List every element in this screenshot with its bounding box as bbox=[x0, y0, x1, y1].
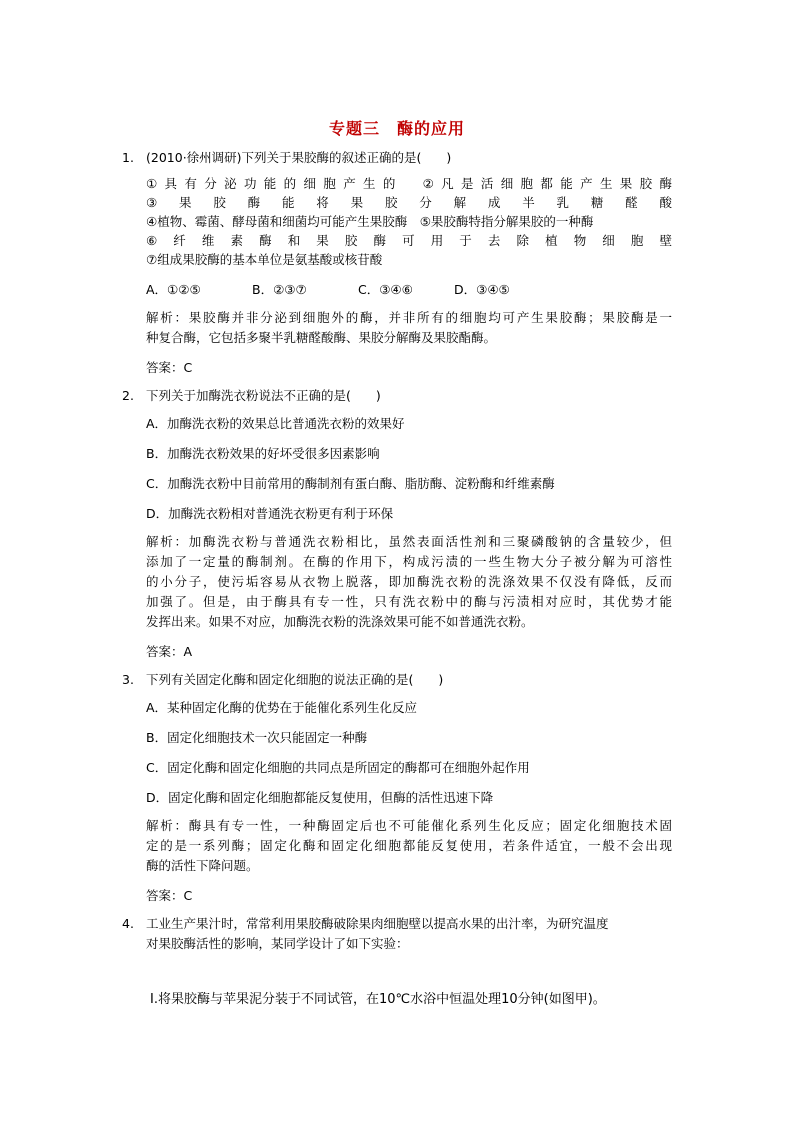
q2-answer: 答案：A bbox=[146, 644, 193, 659]
q2-analysis-line-1: 解析：加酶洗衣粉与普通洗衣粉相比，虽然表面活性剂和三聚磷酸钠的含量较少，但 bbox=[146, 534, 672, 549]
q1-item-line-5: ⑦组成果胶酶的基本单位是氨基酸或核苷酸 bbox=[146, 252, 383, 267]
q1-item-line-2: ③果胶酶能将果胶分解成半乳糖醛酸 bbox=[146, 195, 672, 210]
q1-item-line-3: ④植物、霉菌、酵母菌和细菌均可能产生果胶酶 ⑤果胶酶特指分解果胶的一种酶 bbox=[146, 214, 594, 229]
question-number: 4. bbox=[122, 916, 134, 931]
question-4-stem bbox=[122, 914, 682, 934]
q2-analysis-line-2: 添加了一定量的酶制剂。在酶的作用下，构成污渍的一些生物大分子被分解为可溶性 bbox=[146, 554, 672, 569]
question-number: 1. bbox=[122, 150, 134, 165]
question-text: (2010·徐州调研)下列关于果胶酶的叙述正确的是( ) bbox=[146, 150, 452, 165]
q3-analysis-line-2: 定的是一系列酶；固定化酶和固定化细胞都能反复使用，若条件适宜，一般不会出现 bbox=[146, 838, 672, 853]
question-number: 2. bbox=[122, 388, 134, 403]
q3-analysis-line-3: 酶的活性下降问题。 bbox=[146, 858, 259, 873]
q3-analysis-line-1: 解析：酶具有专一性，一种酶固定后也不可能催化系列生化反应；固定化细胞技术固 bbox=[146, 818, 672, 833]
q3-option-b: B．固定化细胞技术一次只能固定一种酶 bbox=[146, 730, 368, 745]
q1-answer: 答案：C bbox=[146, 360, 193, 375]
q3-option-a: A．某种固定化酶的优势在于能催化系列生化反应 bbox=[146, 700, 418, 715]
question-3-stem bbox=[122, 670, 682, 690]
page-title: 专题三 酶的应用 bbox=[328, 119, 465, 138]
q1-analysis-line-1: 解析：果胶酶并非分泌到细胞外的酶，并非所有的细胞均可产生果胶酶；果胶酶是一 bbox=[146, 310, 672, 325]
question-4-stem-line-2: 对果胶酶活性的影响，某同学设计了如下实验： bbox=[146, 936, 409, 951]
q1-item-line-1: ①具有分泌功能的细胞产生的 ②凡是活细胞都能产生果胶酶 bbox=[146, 176, 672, 191]
q2-option-a: A．加酶洗衣粉的效果总比普通洗衣粉的效果好 bbox=[146, 416, 405, 431]
q2-option-b: B．加酶洗衣粉效果的好坏受很多因素影响 bbox=[146, 446, 380, 461]
q2-analysis-line-3: 的小分子，使污垢容易从衣物上脱落，即加酶洗衣粉的洗涤效果不仅没有降低，反而 bbox=[146, 574, 672, 589]
q2-analysis-line-4: 加强了。但是，由于酶具有专一性，只有洗衣粉中的酶与污渍相对应时，其优势才能 bbox=[146, 594, 672, 609]
q2-analysis-line-5: 发挥出来。如果不对应，加酶洗衣粉的洗涤效果可能不如普通洗衣粉。 bbox=[146, 614, 534, 629]
question-1-stem bbox=[122, 148, 682, 168]
q1-analysis-line-2: 种复合酶，它包括多聚半乳糖醛酸酶、果胶分解酶及果胶酯酶。 bbox=[146, 330, 497, 345]
q1-option-a: A．①②⑤ bbox=[146, 282, 201, 297]
q3-option-c: C．固定化酶和固定化细胞的共同点是所固定的酶都可在细胞外起作用 bbox=[146, 760, 530, 775]
q4-step-1: Ⅰ.将果胶酶与苹果泥分装于不同试管，在10℃水浴中恒温处理10分钟(如图甲)。 bbox=[150, 992, 606, 1007]
q3-option-d: D．固定化酶和固定化细胞都能反复使用，但酶的活性迅速下降 bbox=[146, 790, 494, 805]
q1-option-b: B．②③⑦ bbox=[252, 282, 307, 297]
q1-option-c: C．③④⑥ bbox=[358, 282, 413, 297]
question-2-stem bbox=[122, 386, 682, 406]
q2-option-d: D．加酶洗衣粉相对普通洗衣粉更有利于环保 bbox=[146, 506, 394, 521]
question-text: 下列关于加酶洗衣粉说法不正确的是( ) bbox=[146, 388, 381, 403]
question-text: 下列有关固定化酶和固定化细胞的说法正确的是( ) bbox=[146, 672, 444, 687]
q1-item-line-4: ⑥纤维素酶和果胶酶可用于去除植物细胞壁 bbox=[146, 233, 672, 248]
q1-option-d: D．③④⑤ bbox=[454, 282, 510, 297]
q1-options bbox=[146, 280, 676, 300]
q3-answer: 答案：C bbox=[146, 888, 193, 903]
q2-option-c: C．加酶洗衣粉中目前常用的酶制剂有蛋白酶、脂肪酶、淀粉酶和纤维素酶 bbox=[146, 476, 555, 491]
question-text-line-1: 工业生产果汁时，常常利用果胶酶破除果肉细胞壁以提高水果的出汁率，为研究温度 bbox=[146, 916, 609, 931]
question-number: 3. bbox=[122, 672, 134, 687]
